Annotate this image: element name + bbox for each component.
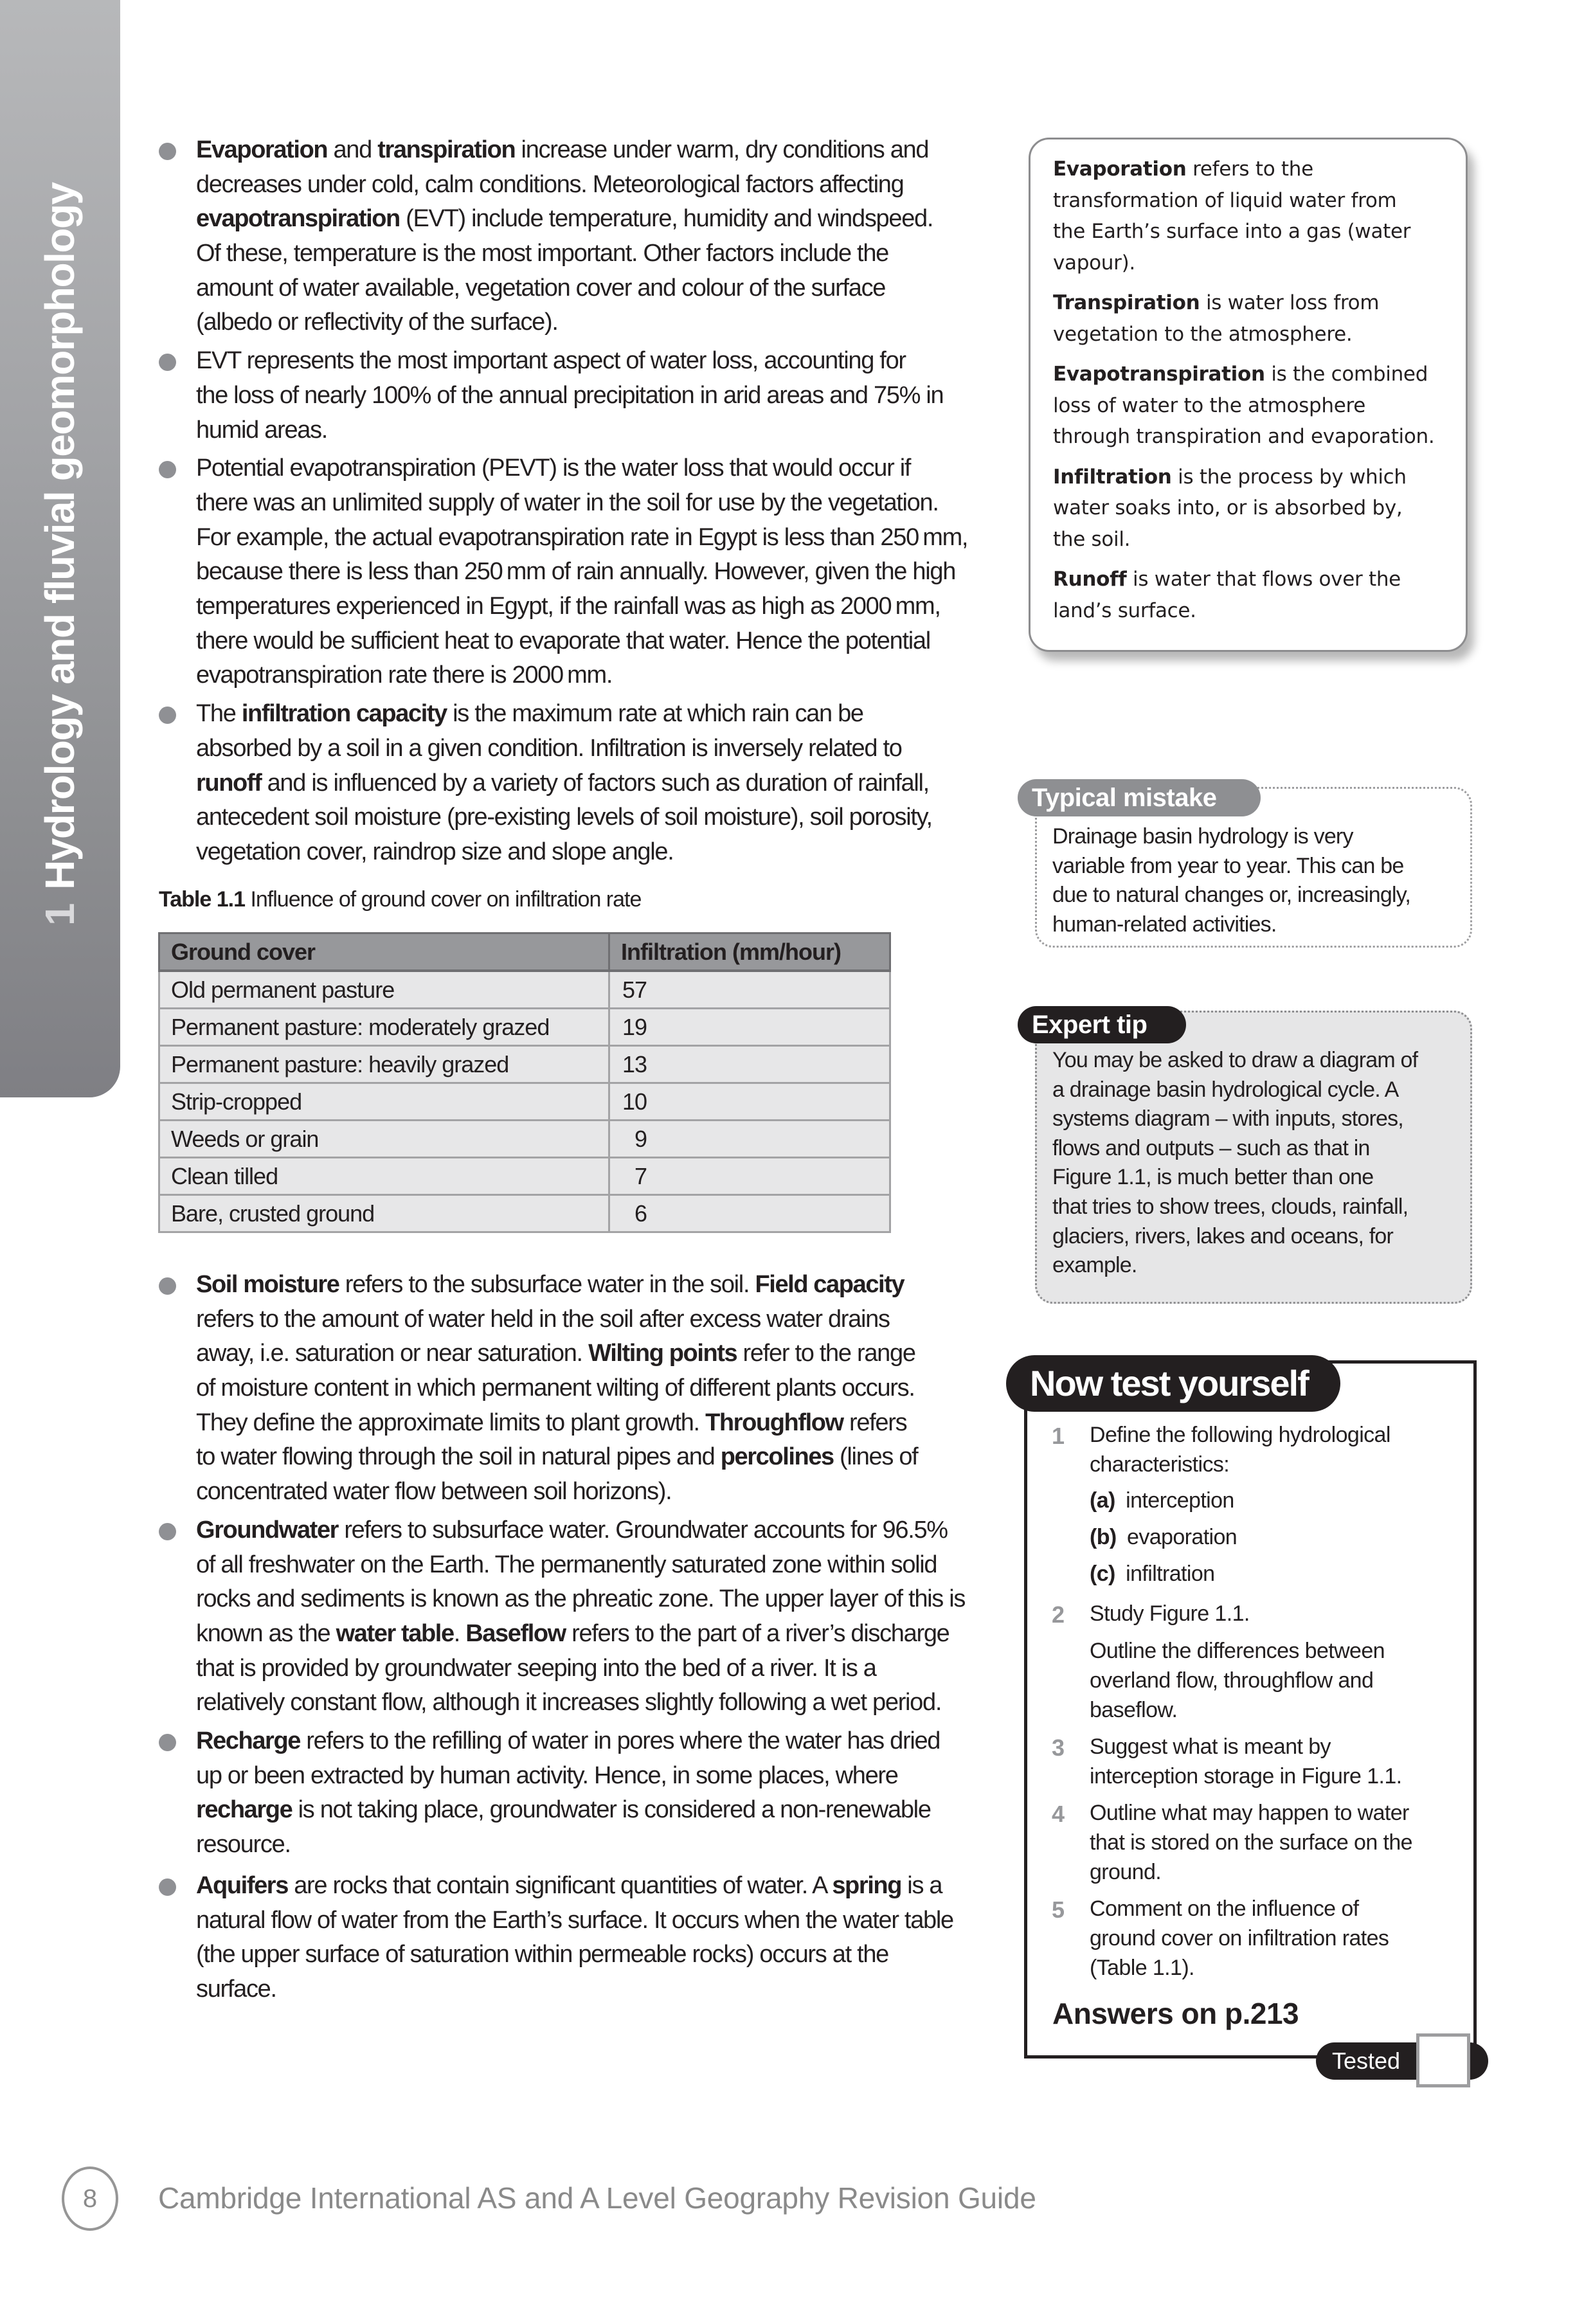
key-term: Infiltration bbox=[1053, 465, 1172, 489]
text-run: amount of water available, vegetation cover and colour of the surface bbox=[196, 274, 886, 302]
infiltration-table bbox=[158, 932, 891, 1233]
text-line bbox=[196, 1617, 965, 1652]
tip-line: that tries to show trees, clouds, rainfall, bbox=[1052, 1194, 1408, 1219]
text-run: to water flowing through the soil in natural pipes and bbox=[196, 1443, 721, 1471]
bullet-text bbox=[196, 1869, 953, 2007]
text-run: known as the bbox=[196, 1619, 336, 1647]
key-term: Aquifers bbox=[196, 1871, 288, 1899]
text-line bbox=[1053, 216, 1458, 248]
tested-label: Tested bbox=[1332, 2048, 1401, 2074]
text-run: . bbox=[453, 1619, 466, 1647]
bullet-icon bbox=[159, 354, 176, 371]
question-number: 4 bbox=[1052, 1801, 1065, 1827]
key-term: Transpiration bbox=[1053, 291, 1200, 314]
key-term: Runoff bbox=[1053, 568, 1127, 591]
text-run: refers to the refilling of water in pores where the water has dried bbox=[300, 1727, 941, 1755]
text-line bbox=[1053, 595, 1458, 627]
key-term: percolines bbox=[720, 1443, 834, 1471]
definition bbox=[1053, 462, 1458, 555]
cell-infiltration: 13 bbox=[609, 1046, 890, 1083]
text-run: refer to the range bbox=[737, 1340, 915, 1367]
text-line bbox=[196, 1475, 917, 1509]
text-line bbox=[1053, 248, 1458, 279]
table-caption-label: Table 1.1 bbox=[159, 887, 245, 912]
sub-question-label: (a) bbox=[1090, 1488, 1115, 1513]
text-run: relatively constant flow, although it increases slightly following a wet period. bbox=[196, 1689, 942, 1716]
text-line bbox=[1053, 154, 1458, 185]
text-run: concentrated water flow between soil horizons). bbox=[196, 1478, 672, 1506]
text-line bbox=[196, 1904, 953, 1938]
tip-line: variable from year to year. This can be bbox=[1052, 853, 1404, 878]
text-line bbox=[196, 1724, 940, 1759]
cell-ground-cover: Old permanent pasture bbox=[159, 971, 609, 1009]
text-line bbox=[1053, 287, 1458, 319]
text-run: antecedent soil moisture (pre-existing levels of soil moisture), soil porosity, bbox=[196, 804, 932, 831]
text-line bbox=[196, 624, 968, 659]
text-line bbox=[196, 237, 933, 271]
text-line bbox=[196, 379, 943, 413]
text-line bbox=[196, 1440, 917, 1475]
text-run: refers to the part of a river’s discharge bbox=[565, 1619, 950, 1647]
key-term: recharge bbox=[196, 1796, 292, 1824]
text-run: vegetation cover, raindrop size and slope angle. bbox=[196, 838, 674, 865]
sub-question-text: interception bbox=[1115, 1488, 1234, 1513]
text-run: is water that flows over the bbox=[1126, 568, 1401, 591]
bullet-icon bbox=[159, 1523, 176, 1540]
key-term: Groundwater bbox=[196, 1516, 339, 1544]
bullet-icon bbox=[159, 707, 176, 724]
key-term: spring bbox=[832, 1871, 902, 1899]
cell-infiltration: 10 bbox=[609, 1083, 890, 1121]
table-row bbox=[159, 1009, 890, 1046]
text-run: refers to the subsurface water in the soil. bbox=[339, 1271, 755, 1298]
table-row bbox=[159, 1046, 890, 1083]
key-term: transpiration bbox=[377, 136, 516, 163]
text-run: (the upper surface of saturation within permeable rocks) occurs at the bbox=[196, 1941, 889, 1968]
text-line bbox=[196, 658, 968, 693]
text-run: the loss of nearly 100% of the annual precipitation in arid areas and 75% in bbox=[196, 381, 944, 409]
sub-question bbox=[1090, 1488, 1234, 1513]
text-run: and is influenced by a variety of factors such as duration of rainfall, bbox=[261, 769, 929, 797]
text-line bbox=[196, 1828, 940, 1862]
text-line bbox=[196, 1268, 917, 1302]
key-term: Wilting points bbox=[588, 1340, 737, 1367]
text-run: evapotranspiration rate there is 2000 mm. bbox=[196, 662, 613, 689]
test-yourself-label: Now test yourself bbox=[1006, 1355, 1340, 1412]
text-run: Of these, temperature is the most important. Other factors include the bbox=[196, 240, 888, 267]
text-run: Potential evapotranspiration (PEVT) is the water loss that would occur if bbox=[196, 455, 911, 482]
text-run: humid areas. bbox=[196, 416, 328, 444]
text-run: the soil. bbox=[1053, 527, 1131, 551]
question-text: characteristics: bbox=[1090, 1452, 1230, 1477]
text-line bbox=[1053, 390, 1458, 422]
text-run: of moisture content in which permanent wilting of different plants occurs. bbox=[196, 1374, 915, 1402]
question-number: 5 bbox=[1052, 1896, 1065, 1923]
key-term: Field capacity bbox=[755, 1271, 905, 1298]
text-line bbox=[196, 732, 932, 766]
bullet-text bbox=[196, 344, 943, 447]
text-line bbox=[196, 1302, 917, 1337]
text-line bbox=[196, 305, 933, 340]
text-run: are rocks that contain significant quantities of water. A bbox=[287, 1871, 833, 1899]
text-line bbox=[196, 1406, 917, 1441]
cell-infiltration: 9 bbox=[609, 1121, 890, 1158]
text-run: (EVT) include temperature, humidity and windspeed. bbox=[399, 205, 933, 233]
text-line bbox=[196, 1652, 965, 1686]
tip-line: glaciers, rivers, lakes and oceans, for bbox=[1052, 1223, 1394, 1248]
key-term: evapotranspiration bbox=[196, 205, 400, 233]
tip-line: a drainage basin hydrological cycle. A bbox=[1052, 1077, 1399, 1102]
text-run: water soaks into, or is absorbed by, bbox=[1053, 496, 1403, 519]
text-run: because there is less than 250 mm of rain annually. However, given the high bbox=[196, 558, 956, 586]
bullet-icon bbox=[159, 143, 176, 160]
text-line bbox=[196, 835, 932, 870]
bullet-icon bbox=[159, 461, 176, 478]
table-row bbox=[159, 1195, 890, 1232]
text-run: is the combined bbox=[1264, 363, 1428, 386]
table-row bbox=[159, 1121, 890, 1158]
cell-ground-cover: Permanent pasture: moderately grazed bbox=[159, 1009, 609, 1046]
question-text: Comment on the influence of bbox=[1090, 1896, 1359, 1921]
definition bbox=[1053, 359, 1458, 453]
cell-infiltration: 19 bbox=[609, 1009, 890, 1046]
bullet-text bbox=[196, 451, 968, 693]
bullet-text bbox=[196, 1513, 965, 1720]
column-header-ground-cover: Ground cover bbox=[159, 933, 609, 971]
cell-ground-cover: Strip-cropped bbox=[159, 1083, 609, 1121]
text-run: land’s surface. bbox=[1053, 599, 1196, 622]
text-line bbox=[196, 486, 968, 521]
table-row bbox=[159, 1158, 890, 1195]
bullet-text bbox=[196, 133, 933, 340]
text-run: is the maximum rate at which rain can be bbox=[446, 700, 863, 728]
text-line bbox=[196, 168, 933, 203]
definition bbox=[1053, 154, 1458, 278]
text-run: loss of water to the atmosphere bbox=[1053, 393, 1366, 417]
text-line bbox=[196, 202, 933, 237]
text-run: is not taking place, groundwater is considered a non-renewable bbox=[292, 1796, 931, 1824]
question-text: Suggest what is meant by bbox=[1090, 1734, 1331, 1759]
text-run: refers to the bbox=[1186, 158, 1313, 181]
text-line bbox=[1053, 564, 1458, 595]
tested-checkbox[interactable] bbox=[1416, 2033, 1470, 2087]
expert-tip-label: Expert tip bbox=[1018, 1006, 1186, 1043]
table-row bbox=[159, 971, 890, 1009]
chapter-name: Hydrology and fluvial geomorphology bbox=[37, 183, 83, 890]
text-run: transformation of liquid water from bbox=[1053, 188, 1397, 212]
text-line bbox=[1053, 185, 1458, 217]
chapter-tab bbox=[0, 0, 120, 1097]
text-line bbox=[196, 1686, 965, 1720]
question-text: overland flow, throughflow and bbox=[1090, 1668, 1374, 1693]
answers-reference: Answers on p.213 bbox=[1052, 1997, 1299, 2030]
tip-line: flows and outputs – such as that in bbox=[1052, 1135, 1370, 1160]
sub-question bbox=[1090, 1562, 1214, 1587]
bullet-text bbox=[196, 697, 932, 869]
text-run: temperatures experienced in Egypt, if the rainfall was as high as 2000 mm, bbox=[196, 593, 941, 620]
tip-line: Drainage basin hydrology is very bbox=[1052, 824, 1353, 849]
chapter-number: 1 bbox=[37, 903, 83, 926]
question-text: ground cover on infiltration rates bbox=[1090, 1926, 1389, 1950]
chapter-title bbox=[37, 183, 83, 926]
question-number: 3 bbox=[1052, 1734, 1065, 1761]
text-line bbox=[1053, 524, 1458, 555]
text-line bbox=[196, 697, 932, 732]
key-term: runoff bbox=[196, 769, 262, 797]
text-run: is a bbox=[901, 1871, 942, 1899]
text-line bbox=[1053, 492, 1458, 524]
key-term: Soil moisture bbox=[196, 1271, 339, 1298]
cell-infiltration: 6 bbox=[609, 1195, 890, 1232]
text-run: absorbed by a soil in a given condition. Infiltration is inversely related to bbox=[196, 734, 902, 762]
table-caption-text: Influence of ground cover on infiltration rate bbox=[245, 887, 642, 912]
text-run: is water loss from bbox=[1200, 291, 1380, 314]
table-header-row bbox=[159, 933, 890, 971]
key-term: Throughflow bbox=[705, 1409, 843, 1436]
text-run: rocks and sediments is known as the phreatic zone. The upper layer of this is bbox=[196, 1585, 966, 1613]
question-text: that is stored on the surface on the bbox=[1090, 1830, 1412, 1855]
text-line bbox=[1053, 359, 1458, 390]
text-line bbox=[1053, 319, 1458, 350]
bullet-icon bbox=[159, 1878, 176, 1896]
bullet-text bbox=[196, 1724, 940, 1862]
text-line bbox=[196, 555, 968, 590]
question-text: interception storage in Figure 1.1. bbox=[1090, 1764, 1402, 1788]
text-line bbox=[196, 1582, 965, 1617]
sub-question-text: infiltration bbox=[1115, 1562, 1215, 1586]
bullet-icon bbox=[159, 1277, 176, 1295]
question-text: baseflow. bbox=[1090, 1698, 1178, 1722]
key-term: Evaporation bbox=[196, 136, 328, 163]
text-line bbox=[196, 451, 968, 486]
text-line bbox=[196, 413, 943, 448]
key-term: Baseflow bbox=[465, 1619, 566, 1647]
tip-line: due to natural changes or, increasingly, bbox=[1052, 883, 1411, 908]
text-line bbox=[196, 271, 933, 306]
cell-infiltration: 7 bbox=[609, 1158, 890, 1195]
text-run: and bbox=[327, 136, 378, 163]
text-line bbox=[1053, 421, 1458, 453]
text-run: increase under warm, dry conditions and bbox=[515, 136, 929, 163]
text-run: refers bbox=[843, 1409, 907, 1436]
text-line bbox=[196, 800, 932, 835]
key-term: infiltration capacity bbox=[241, 700, 447, 728]
tip-line: You may be asked to draw a diagram of bbox=[1052, 1048, 1418, 1072]
cell-ground-cover: Permanent pasture: heavily grazed bbox=[159, 1046, 609, 1083]
text-run: The bbox=[196, 700, 242, 728]
key-term: Evapotranspiration bbox=[1053, 363, 1265, 386]
text-line bbox=[196, 521, 968, 555]
sub-question-text: evaporation bbox=[1116, 1525, 1238, 1549]
question-text: Outline what may happen to water bbox=[1090, 1801, 1409, 1825]
key-term: water table bbox=[336, 1619, 454, 1647]
text-line bbox=[196, 1938, 953, 1972]
text-run: is the process by which bbox=[1171, 465, 1407, 489]
question-number: 2 bbox=[1052, 1601, 1065, 1628]
tip-line: example. bbox=[1052, 1253, 1137, 1278]
text-run: decreases under cold, calm conditions. Meteorological factors affecting bbox=[196, 170, 904, 198]
text-run: surface. bbox=[196, 1975, 276, 2003]
tip-line: Figure 1.1, is much better than one bbox=[1052, 1165, 1374, 1190]
text-run: vapour). bbox=[1053, 251, 1135, 275]
text-run: natural flow of water from the Earth’s surface. It occurs when the water table bbox=[196, 1906, 953, 1934]
question-text: (Table 1.1). bbox=[1090, 1956, 1194, 1980]
text-run: For example, the actual evapotranspiration rate in Egypt is less than 250 mm, bbox=[196, 523, 968, 551]
text-run: resource. bbox=[196, 1831, 291, 1859]
sub-question-label: (b) bbox=[1090, 1525, 1117, 1549]
typical-mistake-label: Typical mistake bbox=[1018, 779, 1261, 816]
question-text: Study Figure 1.1. bbox=[1090, 1601, 1250, 1626]
text-line bbox=[196, 1513, 965, 1548]
text-run: vegetation to the atmosphere. bbox=[1053, 322, 1353, 346]
tip-line: systems diagram – with inputs, stores, bbox=[1052, 1106, 1403, 1131]
page-number: 8 bbox=[62, 2166, 118, 2231]
key-term: Evaporation bbox=[1053, 158, 1187, 181]
tip-line: human-related activities. bbox=[1052, 912, 1277, 937]
text-run: (lines of bbox=[833, 1443, 918, 1471]
text-line bbox=[196, 1793, 940, 1828]
column-header-infiltration: Infiltration (mm/hour) bbox=[609, 933, 890, 971]
text-run: that is provided by groundwater seeping into the bed of a river. It is a bbox=[196, 1654, 876, 1682]
table-row bbox=[159, 1083, 890, 1121]
text-line bbox=[196, 1371, 917, 1406]
text-run: refers to subsurface water. Groundwater accounts for 96.5% bbox=[338, 1516, 948, 1544]
text-line bbox=[1053, 462, 1458, 493]
definitions-box bbox=[1029, 138, 1468, 652]
text-line bbox=[196, 1869, 953, 1904]
text-line bbox=[196, 590, 968, 624]
cell-ground-cover: Weeds or grain bbox=[159, 1121, 609, 1158]
definition bbox=[1053, 564, 1458, 626]
text-line bbox=[196, 1972, 953, 2007]
text-run: away, i.e. saturation or near saturation. bbox=[196, 1340, 589, 1367]
key-term: Recharge bbox=[196, 1727, 300, 1755]
text-run: up or been extracted by human activity. Hence, in some places, where bbox=[196, 1761, 898, 1789]
text-line bbox=[196, 766, 932, 801]
question-text: Outline the differences between bbox=[1090, 1639, 1385, 1663]
text-run: EVT represents the most important aspect of water loss, accounting for bbox=[196, 347, 906, 375]
sub-question-label: (c) bbox=[1090, 1562, 1115, 1586]
definition bbox=[1053, 287, 1458, 350]
footer-book-title: Cambridge International AS and A Level Geography Revision Guide bbox=[158, 2181, 1036, 2215]
text-run: through transpiration and evaporation. bbox=[1053, 425, 1435, 448]
text-run: refers to the amount of water held in the soil after excess water drains bbox=[196, 1305, 890, 1333]
bullet-text bbox=[196, 1268, 917, 1509]
text-run: there was an unlimited supply of water in the soil for use by the vegetation. bbox=[196, 489, 939, 516]
question-text: ground. bbox=[1090, 1860, 1162, 1884]
text-run: the Earth’s surface into a gas (water bbox=[1053, 220, 1411, 243]
table-caption bbox=[159, 887, 641, 912]
bullet-icon bbox=[159, 1734, 176, 1751]
cell-infiltration: 57 bbox=[609, 971, 890, 1009]
text-line bbox=[196, 133, 933, 168]
text-line bbox=[196, 1337, 917, 1371]
cell-ground-cover: Clean tilled bbox=[159, 1158, 609, 1195]
text-line bbox=[196, 1548, 965, 1583]
question-number: 1 bbox=[1052, 1423, 1065, 1449]
text-run: They define the approximate limits to plant growth. bbox=[196, 1409, 706, 1436]
expert-tip-box bbox=[1035, 1011, 1472, 1304]
text-run: of all freshwater on the Earth. The permanently saturated zone within solid bbox=[196, 1551, 937, 1578]
text-line bbox=[196, 1759, 940, 1794]
cell-ground-cover: Bare, crusted ground bbox=[159, 1195, 609, 1232]
text-run: there would be sufficient heat to evaporate that water. Hence the potential bbox=[196, 627, 930, 654]
text-run: (albedo or reflectivity of the surface). bbox=[196, 309, 558, 336]
question-text: Define the following hydrological bbox=[1090, 1423, 1390, 1447]
text-line bbox=[196, 344, 943, 379]
sub-question bbox=[1090, 1525, 1237, 1550]
